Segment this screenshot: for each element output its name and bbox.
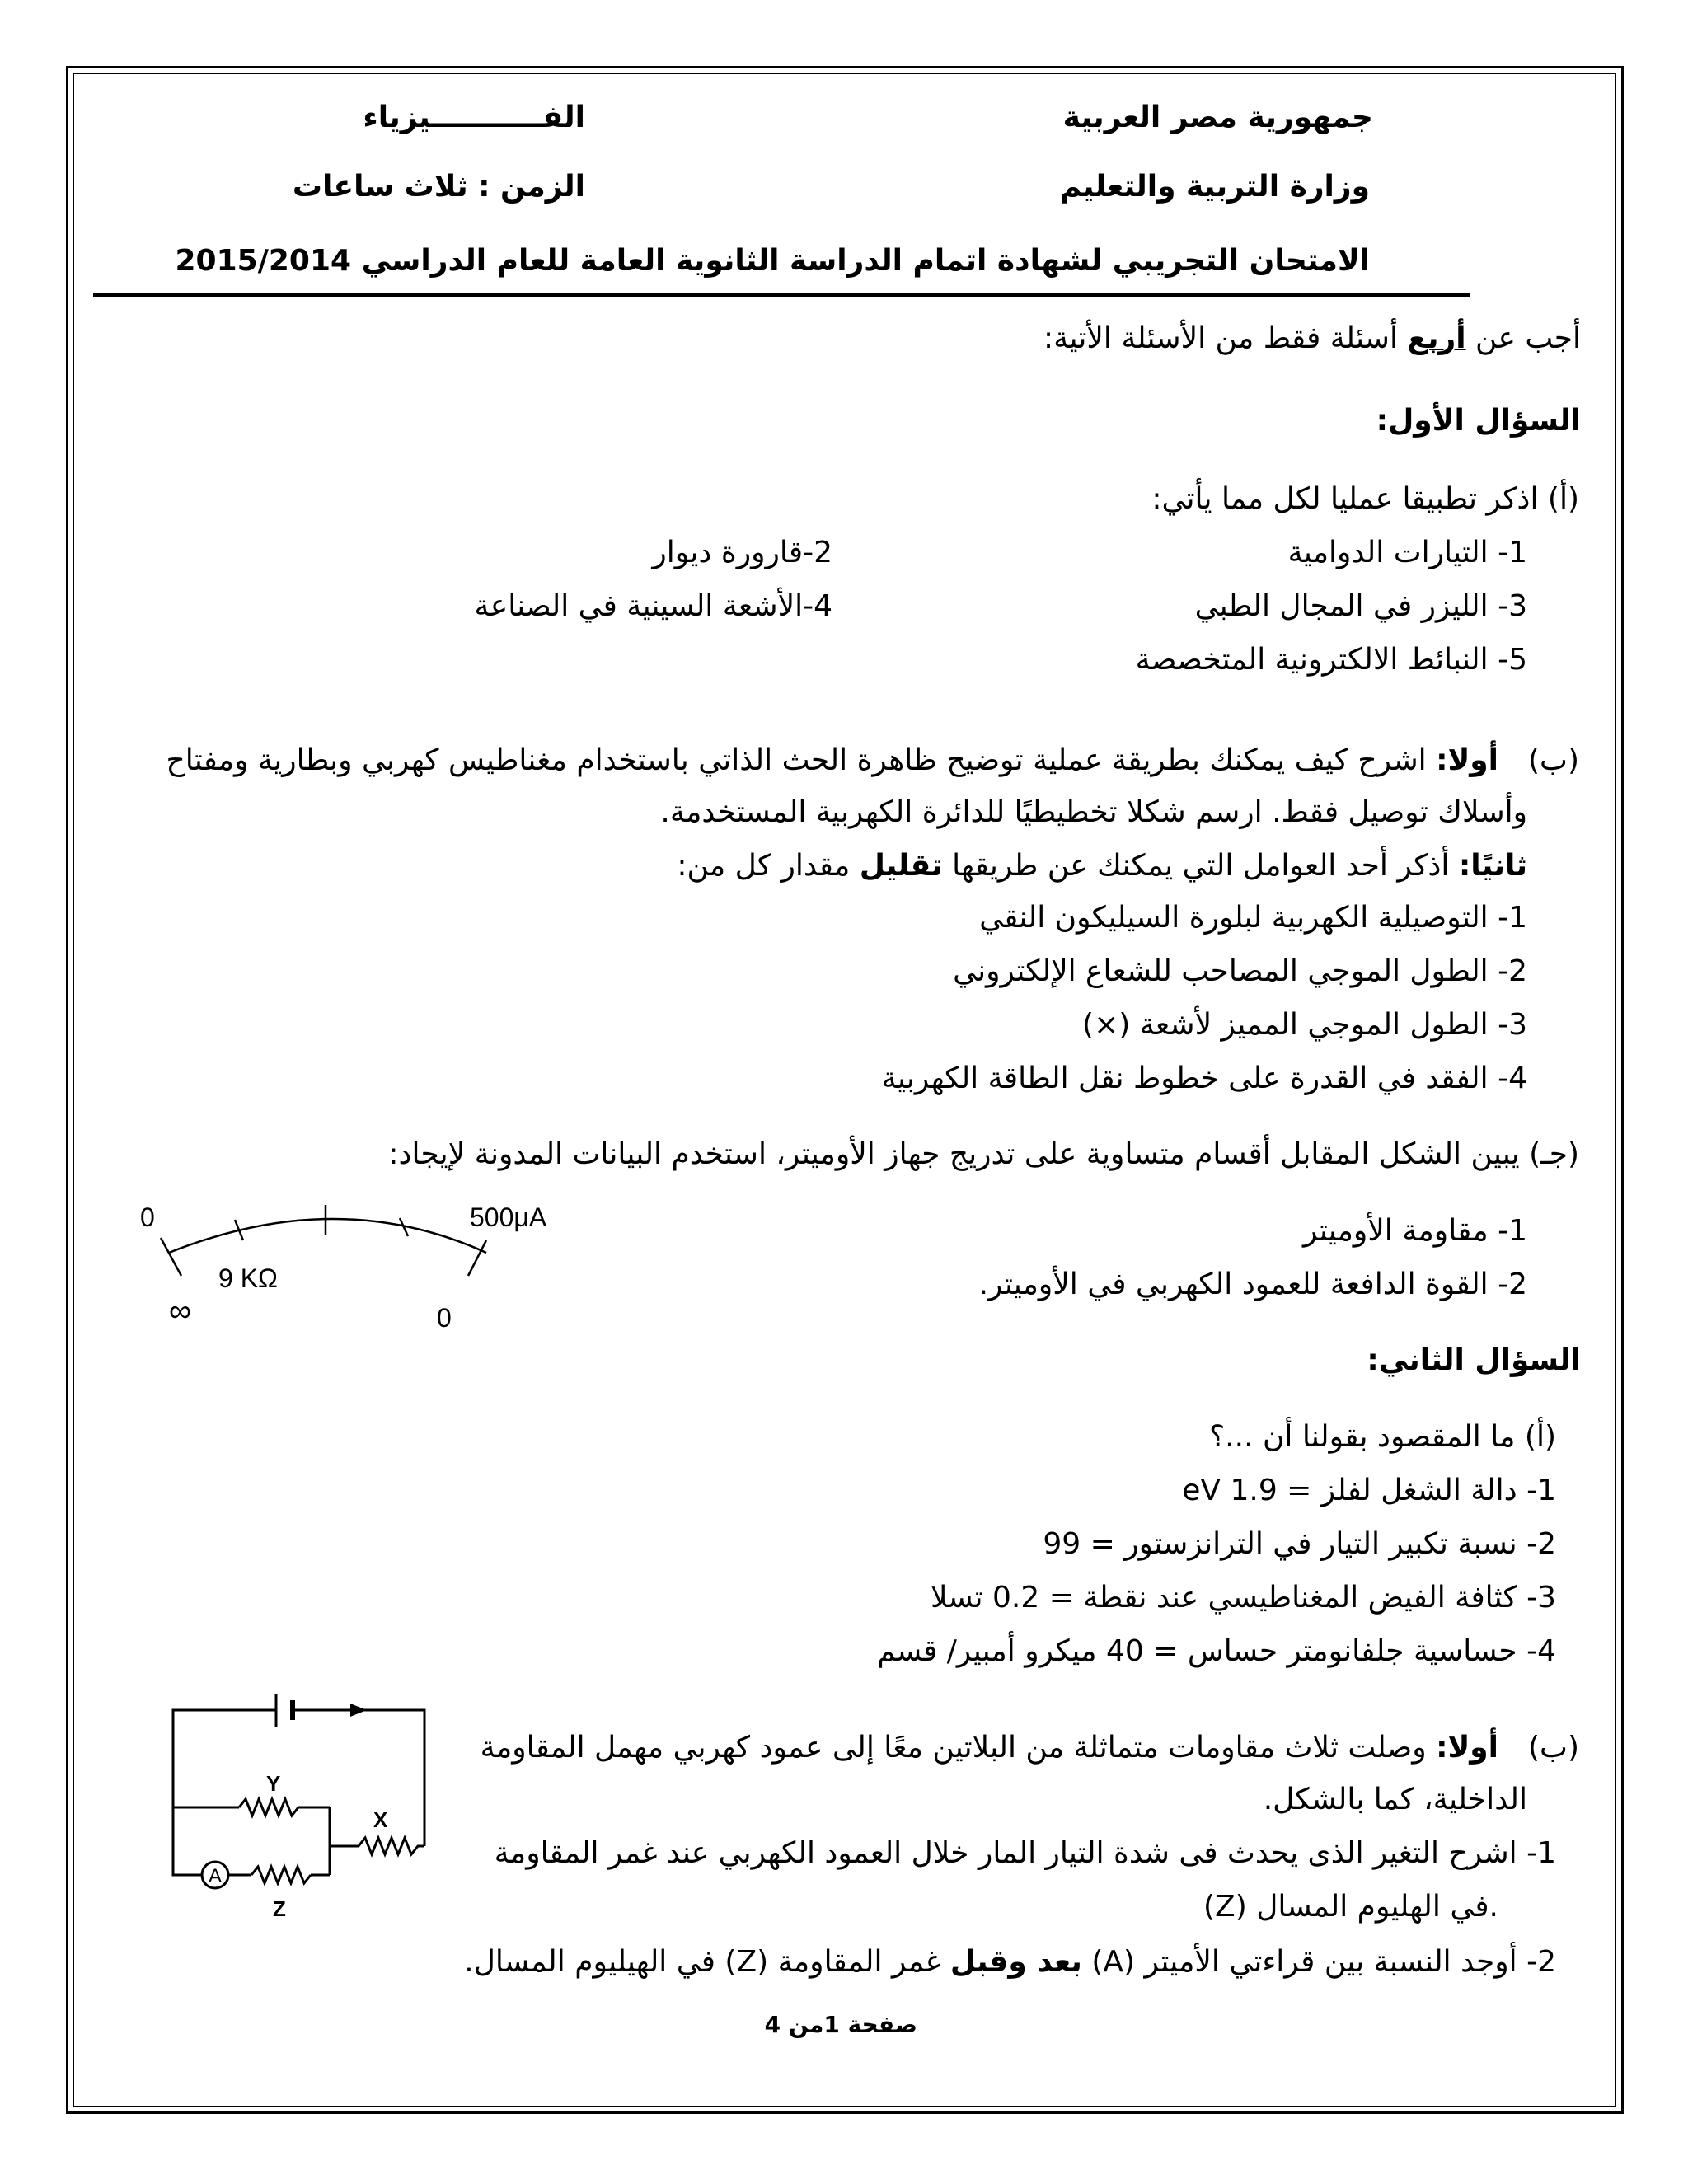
header-ministry: وزارة التربية والتعليم — [1059, 170, 1370, 204]
q1-a-item-4: 4-الأشعة السينية في الصناعة — [474, 589, 832, 623]
q1-b-label: (ب) — [1528, 743, 1579, 777]
q1-a-item-3: 3- الليزر في المجال الطبي — [1194, 589, 1527, 623]
page-number: صفحة 1من 4 — [764, 2011, 917, 2038]
q2-a-item-2: 2- نسبة تكبير التيار في الترانزستور = 99 — [1043, 1527, 1556, 1561]
q2-b-label: (ب) — [1528, 1731, 1579, 1765]
exam-title: الامتحان التجريبي لشهادة اتمام الدراسة الثانوية العامة للعام الدراسي 2015/2014 — [175, 244, 1370, 278]
header-divider — [93, 293, 1470, 297]
q2-b-item-1-cont: (Z) في الهليوم المسال. — [1203, 1890, 1498, 1924]
circuit-figure — [161, 1685, 441, 1933]
resistor-y — [239, 1799, 298, 1816]
ammeter-label: A — [209, 1865, 223, 1887]
circuit-top-wire-left — [173, 1710, 276, 1875]
q2-b-line2: الداخلية، كما بالشكل. — [1263, 1783, 1527, 1816]
q2-b-item-2-after: غمر المقاومة (Z) في الهيليوم المسال. — [464, 1945, 950, 1979]
q1-b-first-text: اشرح كيف يمكنك بطريقة عملية توضيح ظاهرة الحث الذاتي باستخدام مغناطيس كهربي وبطارية ومفتاح — [166, 743, 1437, 777]
q1-b-second-after: مقدار كل من: — [677, 849, 860, 883]
q2-title: السؤال الثاني: — [1367, 1343, 1581, 1377]
q1-b-item-3: 3- الطول الموجي المميز لأشعة (×) — [1082, 1008, 1527, 1042]
q1-b-second — [677, 849, 1527, 883]
q2-b-line1-text: وصلت ثلاث مقاومات متماثلة من البلاتين معًا إلى عمود كهربي مهمل المقاومة — [480, 1731, 1437, 1765]
ohmmeter-label-right-bottom: 0 — [437, 1303, 452, 1333]
instructions-after: أسئلة فقط من الأسئلة الأتية: — [1043, 321, 1408, 355]
q1-b-item-1: 1- التوصيلية الكهربية لبلورة السيليكون النقي — [979, 901, 1527, 935]
q1-b-item-2: 2- الطول الموجي المصاحب للشعاع الإلكتروني — [953, 954, 1527, 988]
q1-a-item-1: 1- التيارات الدوامية — [1287, 536, 1527, 569]
q2-b-item-1: 1- اشرح التغير الذى يحدث فى شدة التيار المار خلال العمود الكهربي عند غمر المقاومة — [494, 1836, 1556, 1870]
q2-b-first-label: أولا: — [1436, 1731, 1498, 1765]
resistor-x-label: X — [373, 1807, 388, 1832]
q1-a-item-5: 5- النبائط الالكترونية المتخصصة — [1135, 643, 1527, 677]
resistor-x — [359, 1838, 424, 1854]
q1-a-intro: (أ) اذكر تطبيقا عمليا لكل مما يأتي: — [1151, 482, 1579, 516]
q1-b-second-label: ثانيًا: — [1458, 849, 1527, 883]
q1-b-first-line2: وأسلاك توصيل فقط. ارسم شكلا تخطيطيًا للدائرة الكهربية المستخدمة. — [660, 795, 1527, 829]
instructions-emph: أربع — [1407, 321, 1466, 355]
ohmmeter-arc — [169, 1219, 486, 1253]
q2-b-item-2-emph: بعد وقبل — [950, 1945, 1082, 1979]
q1-c-intro: (جـ) يبين الشكل المقابل أقسام متساوية على تدريج جهاز الأوميتر، استخدم البيانات المدونة لإيجاد: — [388, 1137, 1579, 1171]
ohmmeter-scale-figure — [124, 1195, 552, 1352]
q1-a-item-2: 2-قارورة ديوار — [652, 536, 832, 569]
ohmmeter-label-left-bottom: ∞ — [169, 1294, 192, 1329]
q1-b-second-before: أذكر أحد العوامل التي يمكنك عن طريقها — [942, 849, 1459, 883]
q1-title: السؤال الأول: — [1376, 404, 1581, 438]
q2-a-intro: (أ) ما المقصود بقولنا أن ...؟ — [1209, 1420, 1556, 1454]
resistor-z-label: Z — [273, 1896, 286, 1921]
q2-a-item-1: 1- دالة الشغل لفلز = 1.9 eV — [1182, 1474, 1556, 1507]
q2-b-item-2 — [464, 1945, 1556, 1979]
resistor-z — [251, 1867, 311, 1883]
q2-b-line1 — [481, 1731, 1498, 1765]
q2-b-item-2-before: 2- أوجد النسبة بين قراءتي الأميتر (A) — [1081, 1945, 1556, 1979]
q2-a-item-4: 4- حساسية جلفانومتر حساس = 40 ميكرو أمبير/ قسم — [877, 1634, 1556, 1668]
q1-b-second-emph: تقليل — [859, 849, 943, 883]
q2-a-item-3: 3- كثافة الفيض المغناطيسي عند نقطة = 0.2 تسلا — [930, 1581, 1556, 1615]
q1-c-item-1: 1- مقاومة الأوميتر — [1302, 1214, 1527, 1248]
q1-b-first-line1 — [166, 743, 1499, 777]
ohmmeter-label-right-top: 500μA — [470, 1202, 547, 1232]
instructions-before: أجب عن — [1465, 321, 1581, 355]
header-country: جمهورية مصر العربية — [1062, 101, 1373, 134]
current-arrow — [350, 1704, 367, 1717]
ohmmeter-tick-left — [161, 1238, 181, 1276]
q1-b-item-4: 4- الفقد في القدرة على خطوط نقل الطاقة الكهربية — [881, 1062, 1527, 1095]
header-subject: الفـــــــــــيزياء — [363, 101, 585, 134]
header-time: الزمن : ثلاث ساعات — [292, 170, 585, 204]
q1-c-item-2: 2- القوة الدافعة للعمود الكهربي في الأوميتر. — [978, 1268, 1527, 1301]
ohmmeter-label-left-top: 0 — [140, 1202, 155, 1232]
q1-b-first-label: أولا: — [1436, 743, 1498, 777]
resistor-y-label: Y — [266, 1771, 281, 1796]
ohmmeter-label-mid: 9 KΩ — [218, 1263, 278, 1293]
instructions — [1043, 321, 1581, 355]
circuit-top-wire-right — [293, 1710, 424, 1846]
